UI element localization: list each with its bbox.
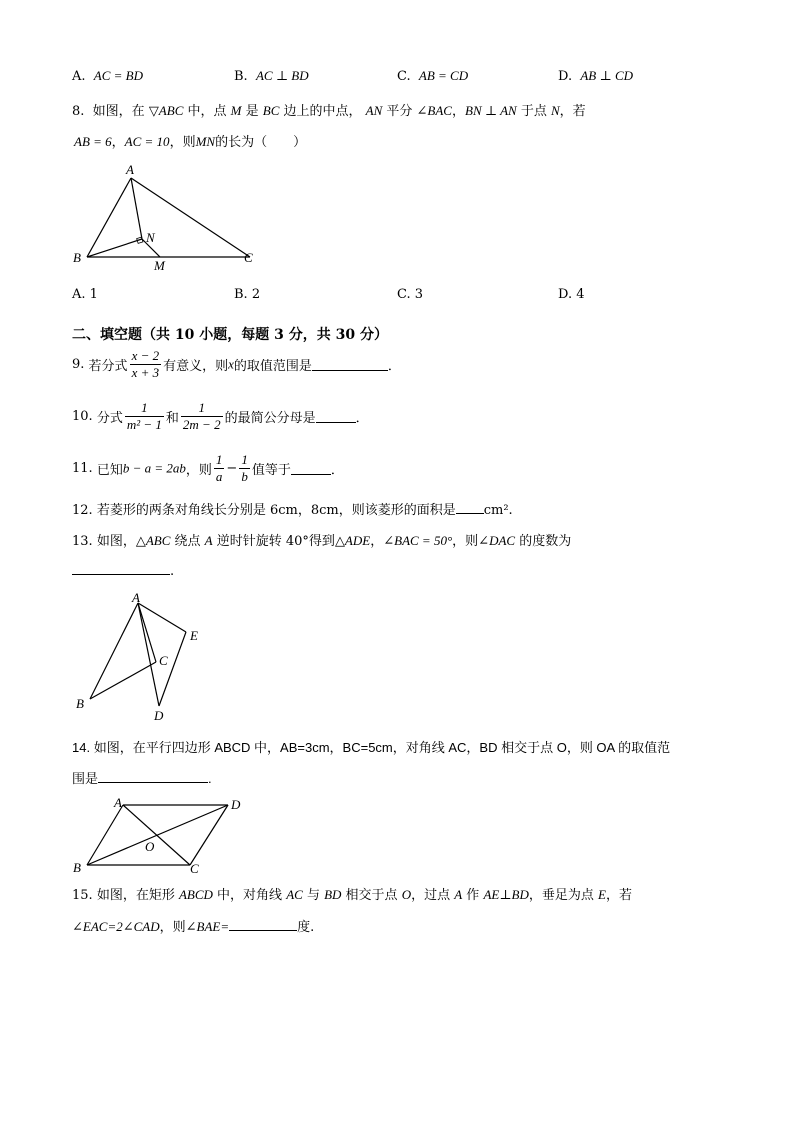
- q8-label-b: B: [73, 250, 81, 265]
- q9: 9. 若分式 $\frac{x - 2}{x + 3}$ 有意义，则x的取值范围是 ．: [72, 348, 401, 380]
- q14-label-a: A: [114, 795, 122, 810]
- q13-label-c: C: [159, 653, 168, 668]
- q8-label-m: M: [154, 258, 165, 273]
- q8-line2: AB = 6，AC = 10，则MN的长为（ ）: [74, 134, 307, 150]
- q8-option-b: B. 2: [234, 287, 261, 302]
- q8-label-c: C: [244, 250, 253, 265]
- q14-label-b: B: [73, 860, 81, 875]
- q8-option-d: D. 4: [558, 287, 585, 302]
- q11-fraction-1: $\frac{1}{a}$: [215, 452, 223, 484]
- q8-label-n: N: [146, 230, 155, 245]
- q11-fraction-2: $\frac{1}{b}$: [241, 452, 248, 484]
- section2-title: 二、填空题（共 10 小题，每题 3 分，共 30 分）: [72, 327, 388, 343]
- q14-line2: 围是 .: [72, 771, 212, 786]
- q14-label-c: C: [190, 861, 199, 876]
- q12: 12. 若菱形的两条对角线长分别是 6cm，8cm，则该菱形的面积是 cm².: [72, 503, 513, 518]
- q10-fraction-1: $\frac{1}{\text{m² − 1}}$: [126, 400, 162, 432]
- q12-answer-blank: [456, 501, 484, 514]
- q8-triangle-figure: [68, 160, 268, 275]
- q14-line1: 14. 如图，在平行四边形 ABCD 中，AB=3cm，BC=5cm，对角线 AC，BD 相交于点 O，则 OA 的取值范: [72, 740, 671, 755]
- q14-label-d: D: [231, 797, 241, 812]
- q7-option-a: A. AC = BD: [72, 68, 144, 84]
- q13-label-e: E: [190, 628, 198, 643]
- q13-label-d: D: [154, 708, 164, 723]
- q10-fraction-2: $\frac{1}{2m - 2}$: [182, 400, 221, 432]
- q13-answer-blank: [72, 562, 170, 575]
- q9-fraction: $\frac{x - 2}{x + 3}$: [131, 348, 160, 380]
- q9-answer-blank: [312, 358, 388, 371]
- q13-rotation-figure: [70, 590, 220, 725]
- q8-option-a: A. 1: [72, 287, 98, 302]
- q15-line1: 15. 如图，在矩形 ABCD 中，对角线 AC 与 BD 相交于点 O，过点 A 作 AE⊥BD，垂足为点 E，若: [72, 887, 632, 903]
- q8-option-c: C. 3: [397, 287, 424, 302]
- q13-line1: 13. 如图，△ABC 绕点 A 逆时针旋转 40°得到△ADE，∠BAC = 50°，则∠DAC 的度数为: [72, 533, 572, 549]
- q13-label-b: B: [76, 696, 84, 711]
- q14-answer-blank: [98, 770, 208, 783]
- q13-label-a: A: [132, 590, 140, 605]
- q10-answer-blank: [316, 410, 356, 423]
- q13-line2: .: [72, 562, 174, 579]
- q7-option-d: D. AB ⊥ CD: [558, 68, 634, 84]
- q11: 11. 已知b − a = 2ab，则 $\frac{1}{a}$ − $\frac{1}{b}$ 值等于 ．: [72, 452, 344, 484]
- q15-answer-blank: [229, 918, 297, 931]
- q7-option-c: C. AB = CD: [397, 68, 469, 84]
- q14-label-o: O: [145, 839, 155, 854]
- q8-line1: 8. 如图，在 ▽ABC 中，点 M 是 BC 边上的中点， AN 平分 ∠BAC，BN ⊥ AN 于点 N，若: [72, 103, 586, 119]
- q11-answer-blank: [291, 462, 331, 475]
- q8-label-a: A: [126, 162, 134, 177]
- q14-parallelogram-figure: [68, 795, 253, 880]
- q10: 10. 分式 $\frac{1}{\text{m² − 1}}$ 和 $\frac{1}{2m - 2}$ 的最简公分母是 ．: [72, 400, 369, 432]
- q15-line2: ∠EAC=2∠CAD，则∠BAE= 度.: [72, 919, 315, 935]
- q7-option-b: B. AC ⊥ BD: [234, 68, 309, 84]
